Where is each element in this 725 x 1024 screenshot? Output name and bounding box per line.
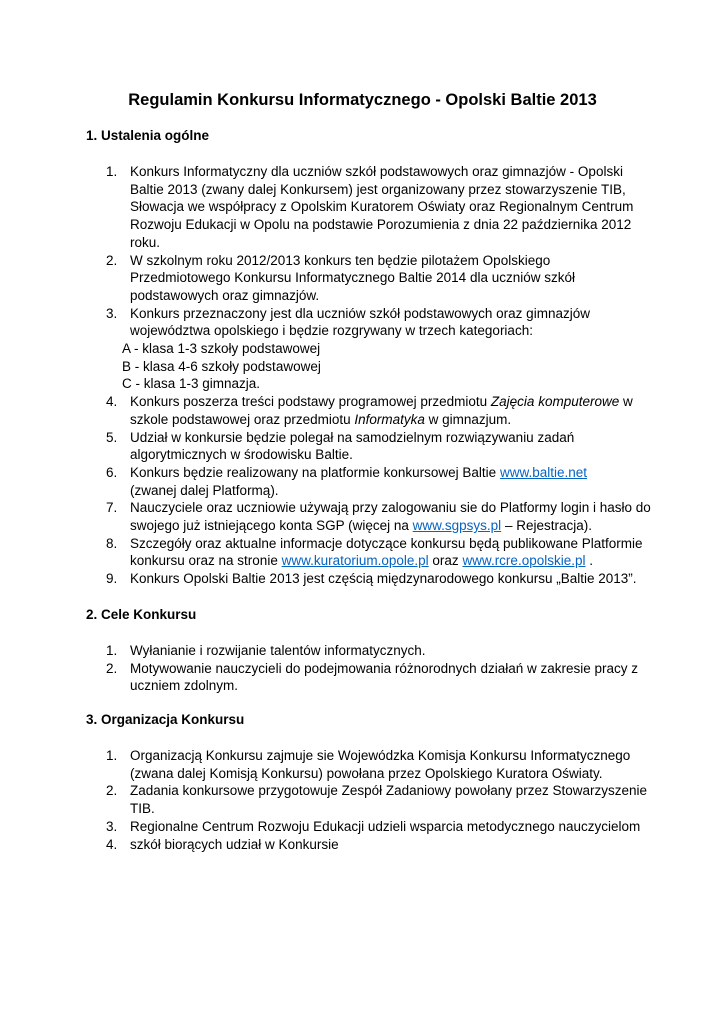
subject-name-italic: Informatyka [354, 411, 425, 427]
item-text: Nauczyciele oraz uczniowie używają przy zalogowaniu sie do Platformy login i hasło do swojego już istniejącego konta SGP (więcej na [130, 500, 651, 534]
section-1-list [106, 163, 651, 588]
item-number: 6. [106, 464, 118, 480]
item-text: szkół biorących udział w Konkursie [130, 836, 339, 852]
list-item [106, 499, 651, 534]
item-number: 9. [106, 571, 118, 587]
baltie-link[interactable]: www.baltie.net [499, 464, 587, 480]
item-text: Konkurs przeznaczony jest dla uczniów szkół podstawowych oraz gimnazjów województwa opolskiego i będzie rozgrywany w trzech kategoriach: [130, 305, 590, 339]
list-item [106, 782, 651, 817]
list-item [106, 163, 651, 252]
item-text: Konkurs poszerza treści podstawy programowej przedmiotu [130, 394, 491, 410]
section-heading-cele: 2. Cele Konkursu [86, 607, 197, 622]
item-text: (zwanej dalej Platformą). [130, 482, 279, 498]
list-item [106, 747, 651, 782]
item-number: 1. [106, 164, 118, 179]
rcre-link[interactable]: www.rcre.opolskie.pl [462, 553, 586, 569]
item-text: Konkurs Informatyczny dla uczniów szkół podstawowych oraz gimnazjów - Opolski Baltie 2013 (zwany dalej Konkursem) jest organizowany przez stowarzyszenie TIB, Słowacja we współpracy z Opolskim Kuratorem Oświaty oraz Regionalnym Centrum Rozwoju Edukacji w Opolu na podstawie Porozumienia z dnia 22 października 2012 roku. [130, 164, 634, 250]
item-text: Zadania konkursowe przygotowuje Zespół Zadaniowy powołany przez Stowarzyszenie TIB. [130, 783, 648, 817]
item-number: 2. [106, 252, 118, 268]
item-text: w gimnazjum. [424, 411, 512, 427]
list-item [106, 642, 651, 660]
item-number: 2. [106, 783, 118, 799]
item-number: 8. [106, 535, 118, 551]
list-item [106, 535, 651, 570]
category-b: B - klasa 4-6 szkoły podstawowej [122, 358, 321, 374]
list-item [106, 252, 651, 305]
item-number: 1. [106, 748, 118, 763]
list-item [106, 464, 651, 499]
item-text: . [585, 553, 593, 569]
category-c: C - klasa 1-3 gimnazja. [122, 376, 261, 392]
item-text: Wyłanianie i rozwijanie talentów informatycznych. [130, 643, 426, 658]
item-number: 3. [106, 818, 118, 834]
list-item [106, 836, 651, 854]
item-text: Regionalne Centrum Rozwoju Edukacji udzieli wsparcia metodycznego nauczycielom [130, 818, 641, 834]
section-2-list [106, 642, 651, 695]
document-title: Regulamin Konkursu Informatycznego - Opolski Baltie 2013 [128, 91, 597, 109]
section-heading-ustalenia: 1. Ustalenia ogólne [86, 128, 210, 143]
category-a: A - klasa 1-3 szkoły podstawowej [122, 341, 321, 357]
item-number: 1. [106, 643, 118, 658]
item-number: 4. [106, 394, 118, 410]
item-text: W szkolnym roku 2012/2013 konkurs ten będzie pilotażem Opolskiego Przedmiotowego Konkursu Informatycznego Baltie 2014 dla uczniów szkół podstawowych oraz gimnazjów. [130, 252, 575, 303]
item-number: 4. [106, 836, 118, 852]
subject-name-italic: Zajęcia komputerowe [490, 394, 620, 410]
list-item [106, 818, 651, 836]
sgpsys-link[interactable]: www.sgpsys.pl [412, 518, 502, 534]
list-item [106, 660, 651, 695]
item-text: Motywowanie nauczycieli do podejmowania różnorodnych działań w zakresie pracy z uczniem zdolnym. [130, 660, 639, 694]
item-text: – Rejestracja). [501, 518, 592, 534]
item-text: Organizacją Konkursu zajmuje sie Wojewódzka Komisja Konkursu Informatycznego (zwana dalej Komisją Konkursu) powołana przez Opolskiego Kuratora Oświaty. [130, 748, 631, 781]
list-item [106, 429, 651, 464]
item-number: 5. [106, 429, 118, 445]
item-number: 3. [106, 305, 118, 321]
item-text: Udział w konkursie będzie polegał na samodzielnym rozwiązywaniu zadań algorytmicznych w środowisku Baltie. [130, 429, 575, 463]
list-item [106, 393, 651, 428]
item-text: w szkole podstawowej oraz przedmiotu [130, 394, 633, 427]
item-number: 2. [106, 660, 118, 676]
section-heading-organizacja: 3. Organizacja Konkursu [86, 712, 245, 727]
kuratorium-link[interactable]: www.kuratorium.opole.pl [281, 553, 429, 569]
section-3-list [106, 747, 651, 853]
item-number: 7. [106, 500, 118, 516]
item-text: Konkurs będzie realizowany na platformie konkursowej Baltie [130, 464, 500, 480]
list-item [106, 570, 651, 588]
item-text: Konkurs Opolski Baltie 2013 jest częścią międzynarodowego konkursu „Baltie 2013”. [130, 571, 637, 587]
item-text: oraz [428, 553, 463, 569]
item-text: Szczegóły oraz aktualne informacje dotyczące konkursu będą publikowane Platformie konkursu oraz na stronie [130, 535, 643, 569]
list-item [106, 305, 651, 394]
